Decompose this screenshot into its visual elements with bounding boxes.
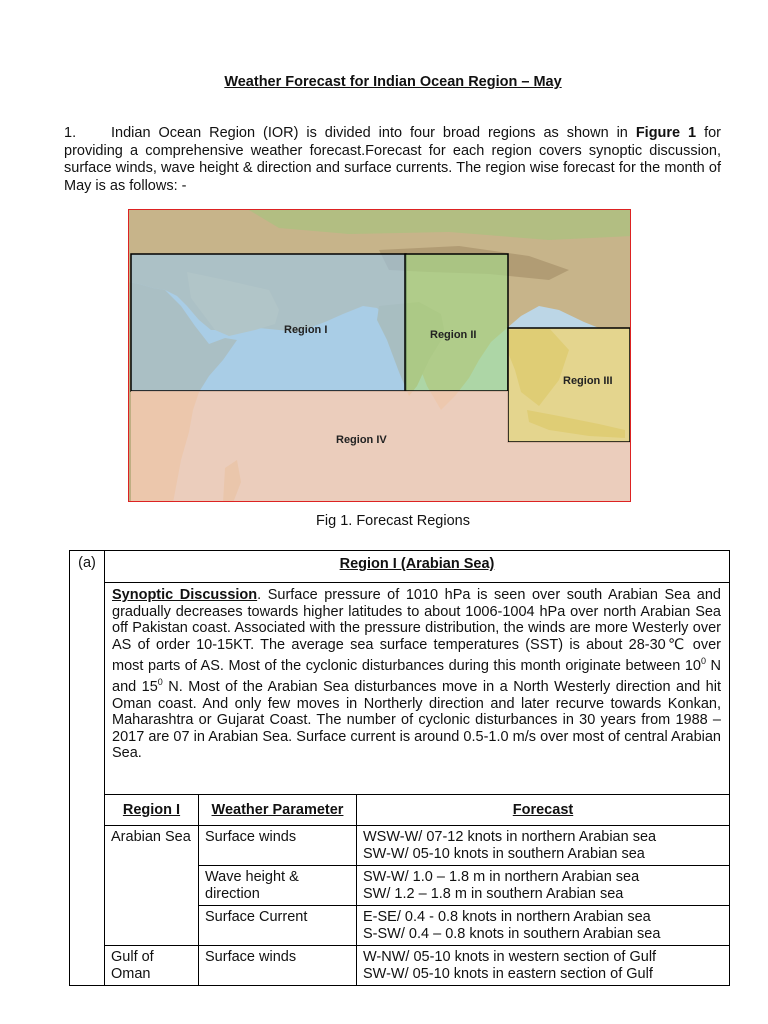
map-graphic bbox=[129, 210, 631, 502]
param-cell: Wave height & direction bbox=[199, 866, 357, 906]
intro-text-a: Indian Ocean Region (IOR) is divided into four broad regions as shown in bbox=[111, 125, 636, 141]
forecast-cell bbox=[357, 866, 730, 906]
header-region: Region I bbox=[105, 795, 199, 826]
page-title: Weather Forecast for Indian Ocean Region – May bbox=[224, 74, 562, 90]
region-2-box bbox=[405, 254, 508, 391]
region-2-label: Region II bbox=[430, 329, 477, 341]
synoptic-text-3: N. Most of the Arabian Sea disturbances move in a North Westerly direction and hit Oman coast. And only few moves in Northerly direction and later recurve towards Konkan, Maharashtra or Gujarat Coast. The number of cyclonic disturbances in 30 years from 1988 – 2017 are 07 in Arabian Sea. Surface current is around 0.5-1.0 m/s over most of central Arabian Sea. bbox=[112, 679, 721, 762]
intro-text-b: for providing a comprehensive weather forecast.Forecast for each region covers synoptic discussion, surface winds, wave height & direction and surface currents. The region wise forecast for the month of May is as follows: - bbox=[64, 125, 722, 194]
intro-paragraph bbox=[64, 125, 721, 195]
region-1-box bbox=[131, 254, 406, 391]
section-letter: (a) bbox=[70, 551, 105, 986]
area-arabian-sea: Arabian Sea bbox=[105, 826, 199, 946]
synoptic-text-1: . Surface pressure of 1010 hPa is seen over south Arabian Sea and gradually decreases towards higher latitudes to about 1006-1004 hPa over north Arabian Sea off Pakistan coast. Associated with the pressure distribution, the winds are more Westerly over AS of order 10-15KT. The average sea surface temperatures (SST) is about 28-30℃ over most parts of AS. Most of the cyclonic disturbances during this month originate between 10 bbox=[112, 587, 721, 674]
forecast-line: SW-W/ 1.0 – 1.8 m in northern Arabian sea bbox=[363, 869, 640, 885]
forecast-line: S-SW/ 0.4 – 0.8 knots in southern Arabian sea bbox=[363, 925, 661, 942]
figure-reference: Figure 1 bbox=[635, 125, 697, 141]
forecast-table bbox=[69, 550, 730, 986]
header-parameter: Weather Parameter bbox=[199, 795, 357, 826]
forecast-line: E-SE/ 0.4 - 0.8 knots in northern Arabian sea bbox=[363, 909, 651, 925]
forecast-cell bbox=[357, 826, 730, 866]
region-3-label: Region III bbox=[563, 375, 613, 387]
param-cell: Surface winds bbox=[199, 826, 357, 866]
param-cell: Surface winds bbox=[199, 946, 357, 986]
forecast-table-container bbox=[69, 550, 730, 998]
forecast-region-map bbox=[128, 209, 631, 502]
forecast-cell bbox=[357, 906, 730, 946]
synoptic-text-2: N and 15 bbox=[112, 657, 722, 696]
region-4-label: Region IV bbox=[336, 434, 387, 446]
paragraph-number: 1. bbox=[64, 125, 77, 141]
table-row bbox=[70, 946, 730, 986]
forecast-line: SW-W/ 05-10 knots in eastern section of Gulf bbox=[363, 965, 653, 982]
degree-sup-1: 0 bbox=[700, 656, 706, 666]
forecast-line: WSW-W/ 07-12 knots in northern Arabian sea bbox=[363, 829, 657, 845]
param-cell: Surface Current bbox=[199, 906, 357, 946]
header-forecast: Forecast bbox=[357, 795, 730, 826]
forecast-line: SW/ 1.2 – 1.8 m in southern Arabian sea bbox=[363, 885, 624, 902]
figure-caption: Fig 1. Forecast Regions bbox=[316, 513, 470, 529]
forecast-line: W-NW/ 05-10 knots in western section of Gulf bbox=[363, 949, 657, 965]
degree-sup-2: 0 bbox=[157, 677, 163, 688]
region-1-label: Region I bbox=[284, 324, 328, 336]
synoptic-label: Synoptic Discussion bbox=[112, 587, 258, 603]
synoptic-discussion bbox=[105, 583, 730, 795]
area-gulf-of-oman: Gulf of Oman bbox=[105, 946, 199, 986]
region-title: Region I (Arabian Sea) bbox=[105, 551, 730, 583]
forecast-line: SW-W/ 05-10 knots in southern Arabian sea bbox=[363, 845, 645, 862]
forecast-cell bbox=[357, 946, 730, 986]
table-row bbox=[70, 826, 730, 866]
